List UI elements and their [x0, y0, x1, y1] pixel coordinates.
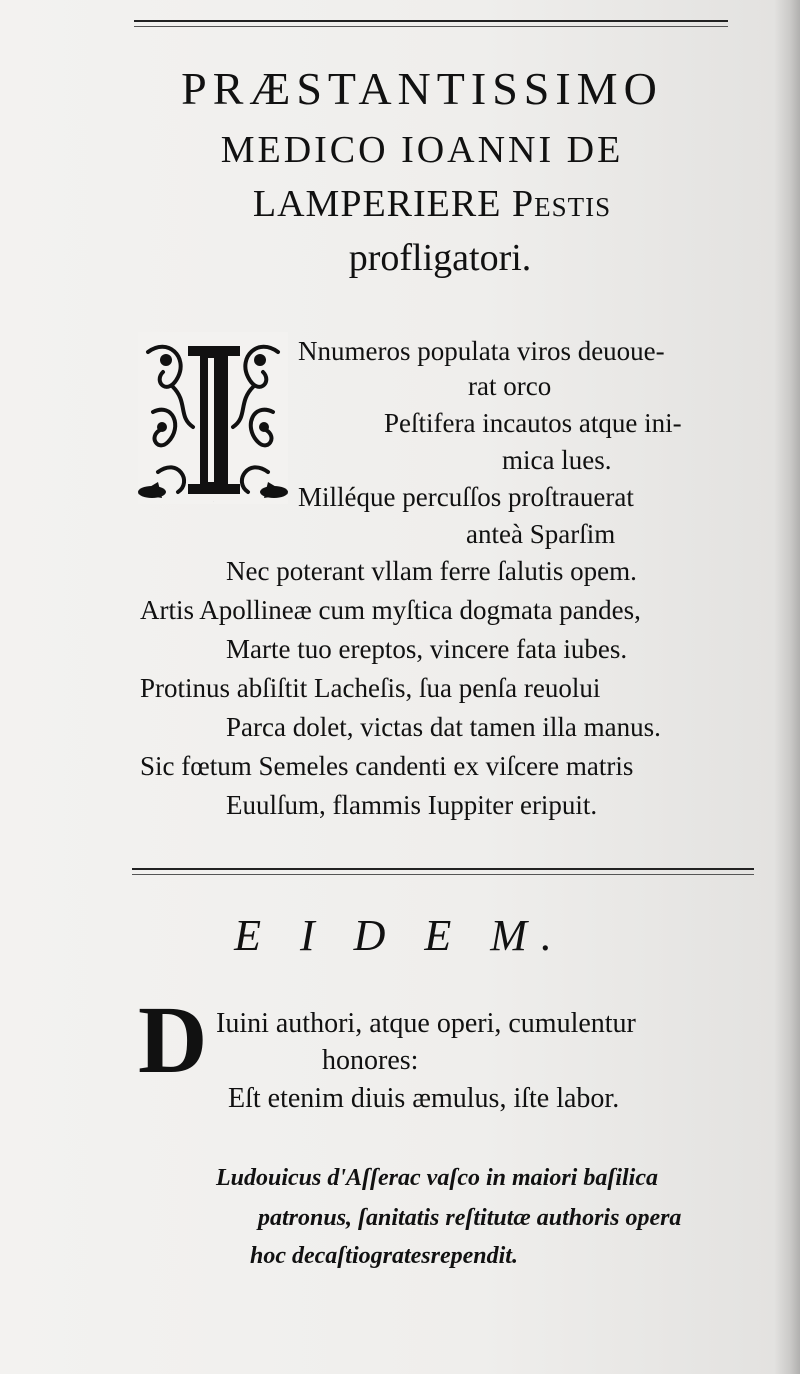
poem-line-1: Nnumeros populata viros deuoue-: [298, 336, 665, 366]
epigram-line-3: Eſt etenim diuis æmulus, iſte labor.: [228, 1083, 620, 1114]
poem-line-5: Milléque percuſſos proſtrauerat: [298, 482, 634, 512]
middle-rule: [132, 868, 754, 870]
top-rule-thin: [134, 26, 728, 27]
epigram-line-2: honores:: [322, 1045, 419, 1076]
decorated-initial: [138, 332, 288, 504]
poem-line-11: Parca dolet, victas dat tamen illa manus.: [226, 712, 661, 742]
poem-line-9: Marte tuo ereptos, vincere fata iubes.: [226, 634, 628, 664]
title-line-2: MEDICO IOANNI DE: [220, 129, 624, 171]
poem-line-2: rat orco: [468, 371, 552, 401]
epigram-line-1: Iuini authori, atque operi, cumulentur: [216, 1008, 636, 1039]
poem-line-3: Peſtifera incautos atque ini-: [384, 408, 682, 438]
section-heading: E I D E M.: [234, 911, 566, 960]
poem-line-4: mica lues.: [502, 445, 612, 475]
poem-line-12: Sic fœtum Semeles candenti ex viſcere matris: [140, 751, 634, 781]
middle-rule-thin: [132, 874, 754, 875]
dedication-line-2: patronus, ſanitatis reſtitutæ authoris opera: [258, 1205, 682, 1231]
poem-line-6: anteà Sparſim: [466, 519, 616, 549]
poem-line-7: Nec poterant vllam ferre ſalutis opem.: [226, 556, 637, 586]
floral-ornament-icon: [138, 332, 288, 504]
poem-line-13: Euulſum, flammis Iuppiter eripuit.: [226, 790, 598, 820]
title-line-3: LAMPERIERE Peſtis: [252, 183, 612, 225]
initial-letter-d: D: [138, 986, 208, 1093]
poem-line-10: Protinus abſiſtit Lacheſis, ſua penſa reuolui: [140, 673, 601, 703]
title-line-1: PRÆSTANTISSIMO: [181, 63, 663, 114]
poem-line-8: Artis Apollineæ cum myſtica dogmata pandes,: [140, 595, 641, 625]
dedication-line-1: Ludouicus d'Aſſerac vaſco in maiori baſilica: [216, 1165, 658, 1191]
top-rule: [134, 20, 728, 22]
dedication-line-3: hoc decaſtiogratesrependit.: [250, 1243, 518, 1269]
title-line-4: profligatori.: [348, 237, 532, 279]
poem-initial: I: [213, 502, 214, 503]
